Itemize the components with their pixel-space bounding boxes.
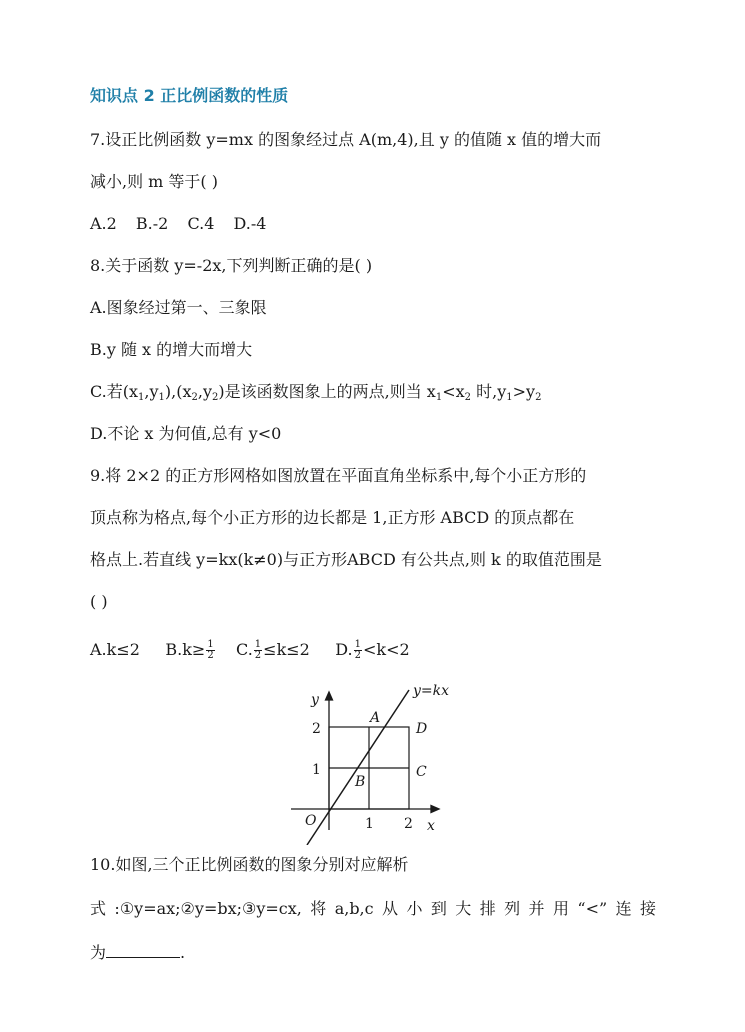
q7-stem-line2: 减小,则 m 等于( ): [90, 172, 219, 191]
q8-option-d: D.不论 x 为何值,总有 y<0: [90, 424, 282, 443]
q9-options: [90, 640, 410, 661]
origin-label: O: [305, 813, 317, 829]
q10-stem-line2: 式 :①y=ax;②y=bx;③y=cx, 将 a,b,c 从 小 到 大 排 列 并 用 “<” 连 接: [90, 899, 656, 918]
y-axis-label: y: [311, 692, 319, 708]
y-tick-1: 1: [312, 762, 321, 778]
q9-option-a: A.k≤2: [90, 640, 140, 659]
point-a-label: A: [370, 710, 381, 726]
line-label: y=kx: [413, 683, 450, 699]
grid-figure: [285, 680, 455, 845]
y-tick-2: 2: [312, 721, 321, 737]
point-c-label: C: [416, 764, 427, 780]
q8-stem: 8.关于函数 y=-2x,下列判断正确的是( ): [90, 256, 373, 275]
q9-stem-line1: 9.将 2×2 的正方形网格如图放置在平面直角坐标系中,每个小正方形的: [90, 466, 587, 485]
x-tick-1: 1: [365, 816, 374, 832]
q7-stem-line1: 7.设正比例函数 y=mx 的图象经过点 A(m,4),且 y 的值随 x 值的增大而: [90, 130, 602, 149]
x-axis-arrow: [431, 806, 439, 813]
q7-options: [90, 214, 280, 234]
q9-option-b: B.k≥ $\frac{1}{2}$: [165, 639, 214, 661]
q10-stem-line3: 为 .: [90, 943, 186, 962]
y-axis-arrow: [326, 692, 333, 700]
q8-option-b: B.y 随 x 的增大而增大: [90, 340, 253, 359]
q8-option-a: A.图象经过第一、三象限: [90, 298, 267, 317]
point-d-label: D: [416, 721, 428, 737]
q8-option-c: C.若$(x_1,y_1),(x_2,y_2)$是该函数图象上的两点,则当 $x_1<x_2$ 时$,y_1>y_2$: [90, 382, 542, 403]
x-axis-label: x: [427, 818, 435, 834]
q9-stem-line2: 顶点称为格点,每个小正方形的边长都是 1,正方形 ABCD 的顶点都在: [90, 508, 575, 527]
q9-stem-line3: 格点上.若直线 y=kx(k≠0)与正方形ABCD 有公共点,则 k 的取值范围是: [90, 550, 602, 569]
x-tick-2: 2: [404, 816, 413, 832]
q7-option-a: A.2: [90, 214, 117, 233]
q9-option-d: D. $\frac{1}{2}$ <k<2: [335, 639, 410, 661]
point-b-label: B: [355, 774, 366, 790]
section-heading: 知识点 2 正比例函数的性质: [90, 86, 289, 105]
q7-option-b: B.-2: [135, 214, 169, 233]
q9-stem-line4: ( ): [90, 592, 108, 611]
q9-option-c: C. $\frac{1}{2}$ ≤k≤2: [236, 639, 310, 661]
q7-option-c: C.4: [187, 214, 215, 233]
q7-option-d: D.-4: [233, 214, 267, 233]
q10-stem-line1: 10.如图,三个正比例函数的图象分别对应解析: [90, 855, 409, 874]
q10-answer-blank[interactable]: [106, 941, 180, 958]
